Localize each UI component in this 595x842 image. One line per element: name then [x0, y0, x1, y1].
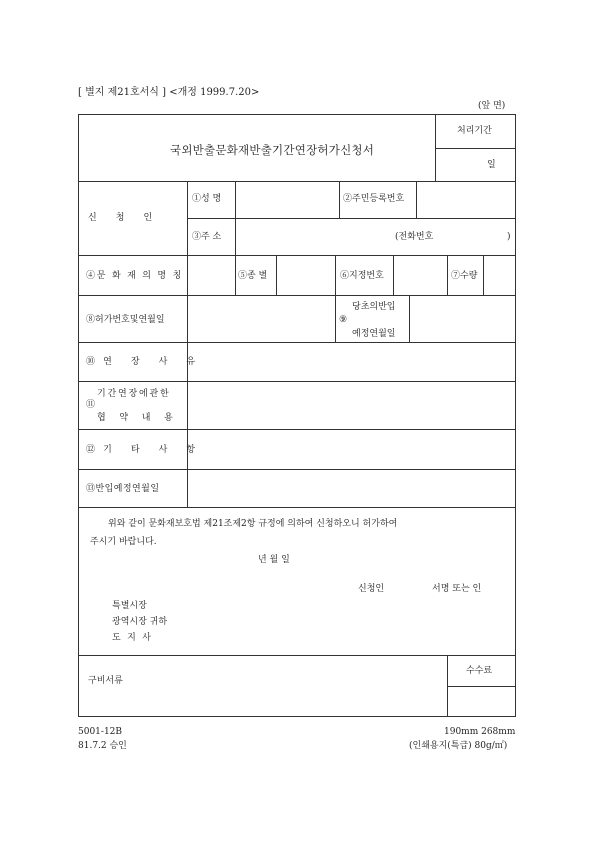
name-label: ①성 명 — [192, 194, 222, 204]
rule-type-right — [276, 255, 277, 295]
resident-number-label: ②주민등록번호 — [343, 194, 405, 204]
rule-row-7 — [78, 469, 516, 470]
statement-line2: 주시기 바랍니다. — [90, 537, 157, 547]
statement-line1: 위와 같이 문화재보호법 제21조제2항 규정에 의하여 신청하오니 허가하여 — [108, 519, 398, 529]
paper-spec: (인쇄용지(특급) 80g/㎡) — [409, 741, 508, 751]
rule-applicant-mid — [187, 218, 516, 219]
quantity-label: ⑦수량 — [451, 271, 478, 281]
page-side-label: (앞 면) — [478, 101, 506, 111]
rule-label-column — [187, 181, 188, 507]
rule-row-5 — [78, 381, 516, 382]
permit-label: ⑧허가번호및연월일 — [86, 315, 165, 325]
rule-type-left — [235, 255, 236, 295]
rule-row-2 — [78, 255, 516, 256]
addressee-1: 특별시장 — [112, 601, 147, 611]
date-line: 년 월 일 — [258, 555, 290, 565]
extension-reason-label: ⑩연 장 사 유 — [86, 357, 204, 367]
phone-label: (전화번호 — [395, 232, 434, 242]
form-reference: [ 별지 제21호서식 ] <개정 1999.7.20> — [78, 87, 260, 98]
address-label: ③주 소 — [192, 232, 222, 242]
rule-quantity-right — [483, 255, 484, 295]
rule-fee-left — [447, 655, 448, 717]
applicant-label: 신 청 인 — [88, 213, 161, 223]
original-return-marker: ⑨ — [339, 315, 348, 325]
rule-resident-value — [416, 181, 417, 218]
rule-statement-bottom — [78, 655, 516, 656]
rule-applicant-labels — [235, 181, 236, 255]
rule-row-6 — [78, 429, 516, 430]
contract-line1: 기간연장에관한 — [97, 389, 171, 399]
return-date-label: ⑬반입예정연월일 — [86, 484, 160, 494]
rule-row-4 — [78, 342, 516, 343]
sign-label: 서명 또는 인 — [432, 584, 482, 594]
rule-designation-left — [335, 255, 336, 342]
applicant-sign-label: 신청인 — [358, 584, 385, 594]
original-return-line1: 당초의반입 — [352, 302, 396, 312]
processing-period-label: 처리기간 — [457, 126, 492, 136]
contract-marker: ⑪ — [86, 400, 96, 410]
rule-name-resident — [339, 181, 340, 218]
phone-close: ) — [507, 232, 511, 242]
rule-fee — [447, 686, 516, 687]
other-label: ⑫기 타 사 항 — [86, 445, 204, 455]
rule-row-8 — [78, 507, 516, 508]
rule-quantity-left — [447, 255, 448, 295]
rule-title-bottom — [78, 181, 516, 182]
addressee-3: 도 지 사 — [112, 633, 153, 643]
approval-date: 81.7.2 승인 — [78, 741, 127, 751]
processing-period-unit: 일 — [487, 160, 496, 170]
documents-label: 구비서류 — [88, 676, 123, 686]
designation-number-label: ⑥지정번호 — [340, 271, 384, 281]
rule-designation-right — [393, 255, 394, 295]
fee-label: 수수료 — [466, 666, 493, 676]
form-title: 국외반출문화재반출기간연장허가신청서 — [170, 143, 375, 157]
original-return-line2: 예정연월일 — [352, 329, 396, 339]
heritage-name-label: ④문 화 재 의 명 칭 — [86, 271, 184, 281]
rule-original-return — [409, 295, 410, 342]
contract-line2: 협 약 내 용 — [97, 413, 179, 423]
rule-processing-left — [435, 114, 436, 181]
paper-size: 190mm 268mm — [444, 727, 516, 737]
type-label: ⑤종 별 — [238, 271, 268, 281]
rule-processing — [435, 148, 516, 149]
addressee-2: 광역시장 귀하 — [112, 617, 168, 627]
rule-row-3 — [78, 295, 516, 296]
form-code: 5001-12B — [78, 727, 123, 737]
